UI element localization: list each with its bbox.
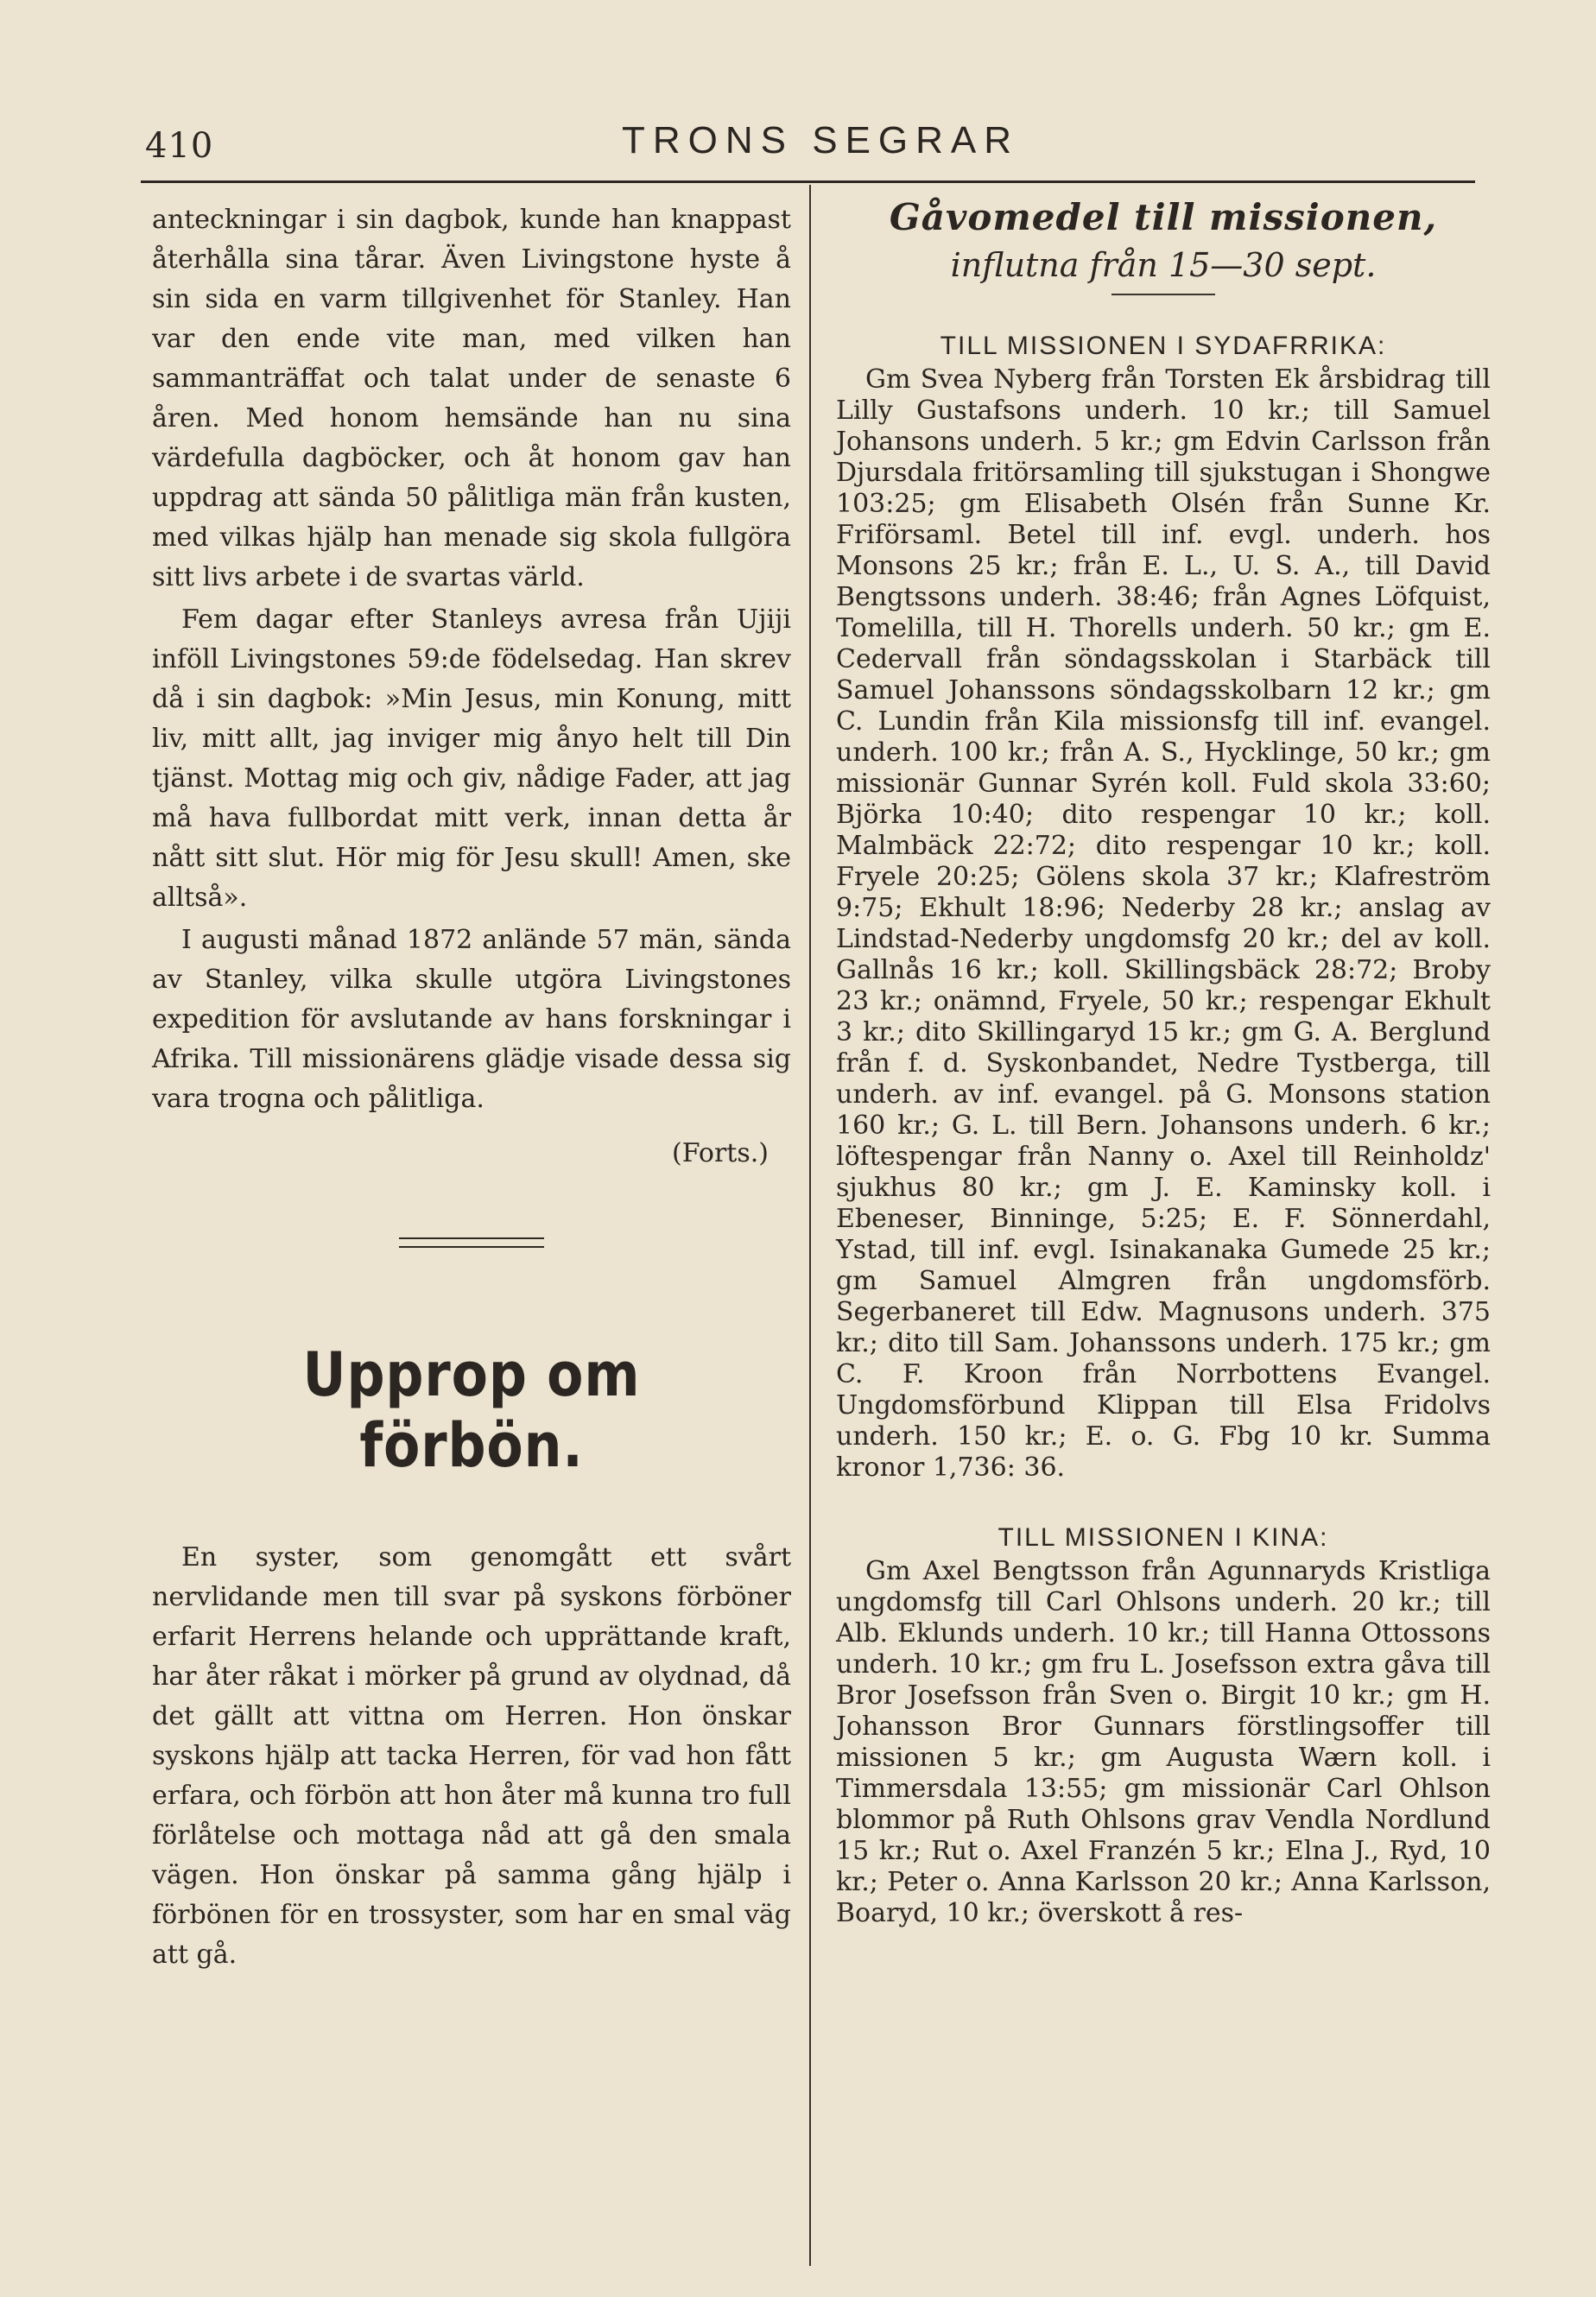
title-rule	[1112, 294, 1215, 295]
donations-south-africa: Gm Svea Nyberg från Torsten Ek årsbidrag till Lilly Gustafsons underh. 10 kr.; till Samuel Johansons underh. 5 kr.; gm Edvin Carlsson från Djursdala fritörsamling till sjukstugan i Shongwe 103:25; gm Elisabeth Olsén från Sunne Kr. Friförsaml. Betel till inf. evgl. underh. hos Monsons 25 kr.; från E. L., U. S. A., till David Bengtssons underh. 38:46; från Agnes Löfquist, Tomelilla, till H. Thorells underh. 50 kr.; gm E. Cedervall från söndagsskolan i Starbäck till Samuel Johanssons söndagsskolbarn 12 kr.; gm C. Lundin från Kila missionsfg till inf. evangel. underh. 100 kr.; från A. S., Hycklinge, 50 kr.; gm missionär Gunnar Syrén koll. Fuld skola 33:60; Björka 10:40; dito respengar 10 kr.; koll. Malmbäck 22:72; dito respengar 10 kr.; koll. Fryele 20:25; Gölens skola 37 kr.; Klafreström 9:75; Ekhult 18:96; Nederby 28 kr.; anslag av Lindstad-Nederby ungdomsfg 20 kr.; del av koll. Gallnås 16 kr.; koll. Skillingsbäck 28:72; Broby 23 kr.; onämnd, Fryele, 50 kr.; respengar Ekhult 3 kr.; dito Skillingaryd 15 kr.; gm G. A. Berglund från f. d. Syskonbandet, Nedre Tystberga, till underh. av inf. evangel. på G. Monsons station 160 kr.; G. L. till Bern. Johansons underh. 6 kr.; löftespengar från Nanny o. Axel till Reinholdz' sjukhus 80 kr.; gm J. E. Kaminsky koll. i Ebeneser, Binninge, 5:25; E. F. Sönnerdahl, Ystad, till inf. evgl. Isinakanaka Gumede 25 kr.; gm Samuel Almgren från ungdomsförb. Segerbaneret till Edw. Magnusons underh. 375 kr.; dito till Sam. Johanssons underh. 175 kr.; gm C. F. Kroon från Norrbottens Evangel. Ungdomsförbund Klippan till Elsa Fridolvs underh. 150 kr.; E. o. G. Fbg 10 kr. Summa kronor 1,736: 36.	[836, 364, 1491, 1483]
right-column	[836, 195, 1491, 1929]
appeal-heading: Upprop om förbön.	[302, 1339, 641, 1481]
appeal-paragraph: En syster, som genomgått ett svårt nervlidande men till svar på syskons förböner erfarit Herrens helande och upprättande kraft, har åter råkat i mörker på grund av olydnad, då det gällt att vittna om Herren. Hon önskar syskons hjälp att tacka Herren, för vad hon fått erfara, och förbön att hon åter må kunna tro full förlåtelse och mottaga nåd att gå den smala vägen. Hon önskar på samma gång hjälp i förbönen för en trossyster, som har en smal väg att gå.	[152, 1542, 791, 1970]
article-paragraph-3: I augusti månad 1872 anlände 57 män, sända av Stanley, vilka skulle utgöra Livingstones expedition för avslutande av hans forskningar i Afrika. Till missionärens glädje visade dessa sig vara trogna och pålitliga.	[152, 925, 791, 1114]
header-rule	[141, 180, 1475, 183]
page-number: 410	[145, 126, 214, 166]
article-paragraph-2: Fem dagar efter Stanleys avresa från Ujiji inföll Livingstones 59:de födelsedag. Han skrev då i sin dagbok: »Min Jesus, min Konung, mitt liv, mitt allt, jag inviger mig ånyo helt till Din tjänst. Mottag mig och giv, nådige Fader, att jag må hava fullbordat mitt verk, innan detta år nått sitt slut. Hör mig för Jesu skull! Amen, ske alltså».	[152, 604, 791, 913]
donations-title: Gåvomedel till missionen,	[889, 196, 1438, 238]
article-paragraph-1: anteckningar i sin dagbok, kunde han knappast återhålla sina tårar. Även Livingstone hyste å sin sida en varm tillgivenhet för Stanley. Han var den ende vite man, med vilken han sammanträffat och talat under de senaste 6 åren. Med honom hemsände han nu sina värdefulla dagböcker, och åt honom gav han uppdrag att sända 50 pålitliga män från kusten, med vilkas hjälp han menade sig skola fullgöra sitt livs arbete i de svartas värld.	[152, 205, 791, 592]
running-title: TRONS SEGRAR	[622, 119, 1020, 161]
column-divider	[809, 185, 811, 2266]
left-column	[152, 200, 791, 1975]
section-divider	[399, 1237, 544, 1248]
section-heading-south-africa: TILL MISSIONEN I SYDAFRRIKA:	[940, 332, 1387, 360]
donations-subtitle: influtna från 15—30 sept.	[950, 246, 1377, 284]
donations-china: Gm Axel Bengtsson från Agunnaryds Kristliga ungdomsfg till Carl Ohlsons underh. 20 kr.; till Alb. Eklunds underh. 10 kr.; till Hanna Ottossons underh. 10 kr.; gm fru L. Josefsson extra gåva till Bror Josefsson från Sven o. Birgit 10 kr.; gm H. Johansson Bror Gunnars förstlingsoffer till missionen 5 kr.; gm Augusta Wærn koll. i Timmersdala 13:55; gm missionär Carl Ohlson blommor på Ruth Ohlsons grav Vendla Nordlund 15 kr.; Rut o. Axel Franzén 5 kr.; Elna J., Ryd, 10 kr.; Peter o. Anna Karlsson 20 kr.; Anna Karlsson, Boaryd, 10 kr.; överskott å res-	[836, 1556, 1491, 1928]
continued-note: (Forts.)	[672, 1138, 769, 1168]
section-heading-china: TILL MISSIONEN I KINA:	[998, 1523, 1329, 1552]
